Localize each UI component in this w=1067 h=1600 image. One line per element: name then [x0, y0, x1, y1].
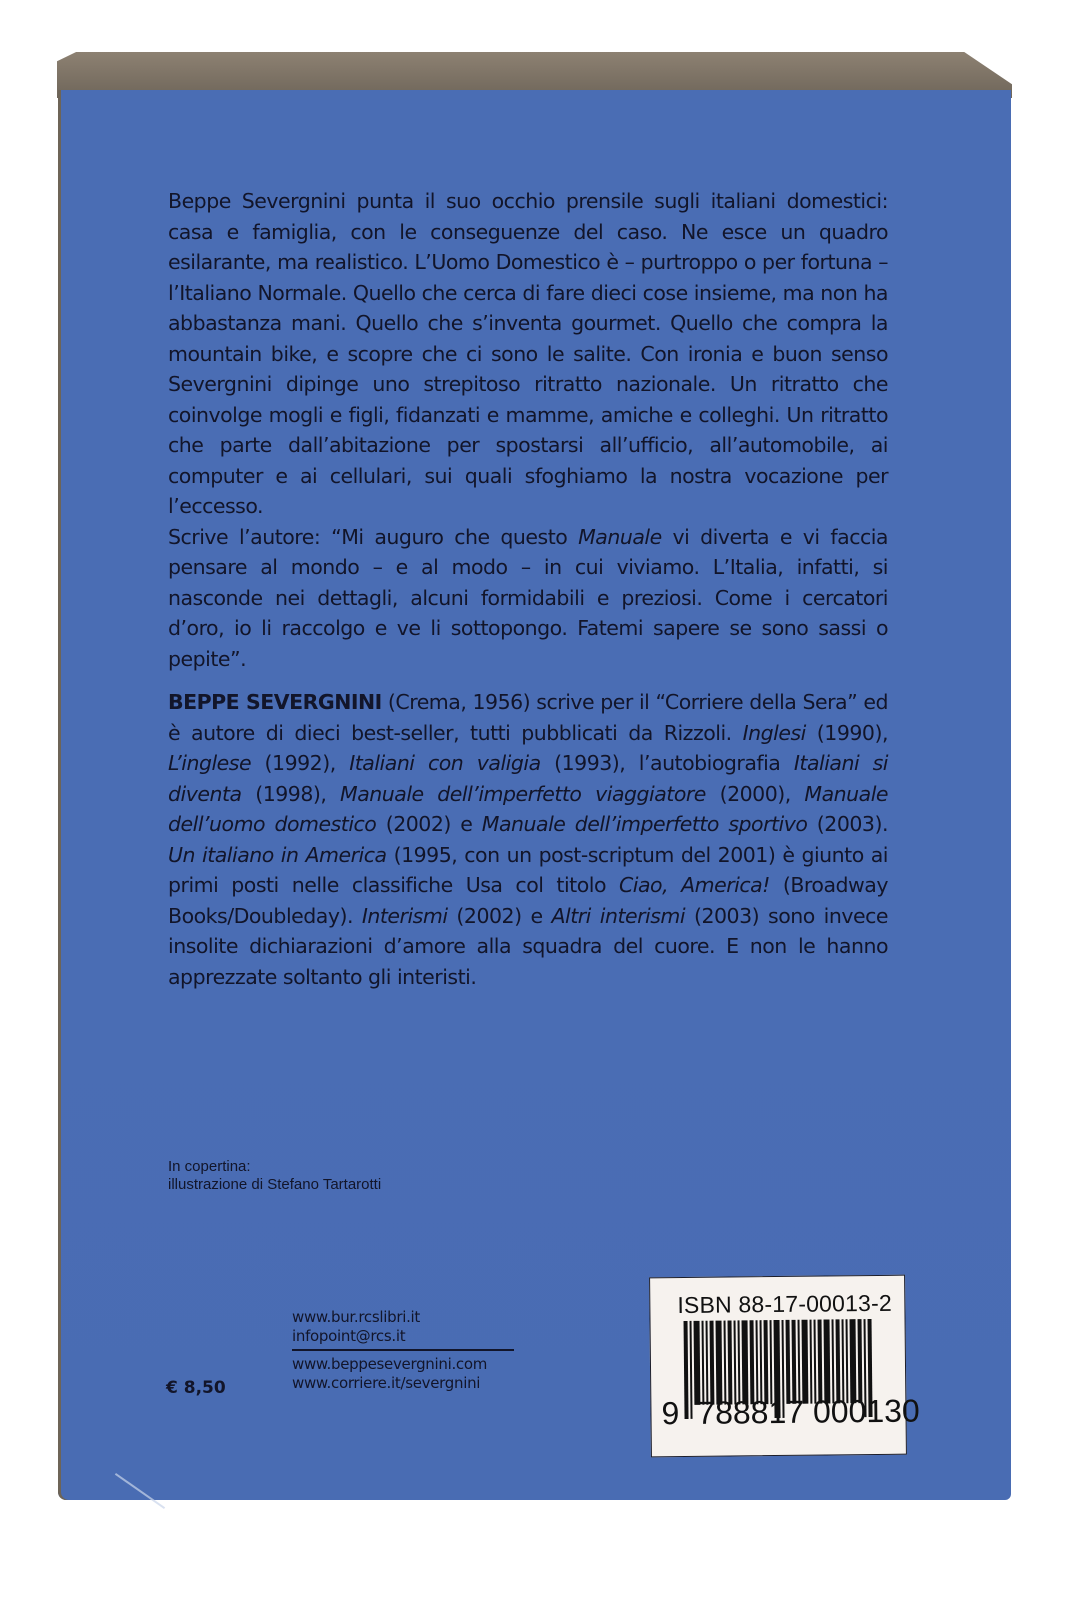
author-name: BEPPE SEVERGNINI: [168, 690, 382, 714]
book-title: Altri interismi: [551, 903, 686, 928]
barcode-bar: [724, 1321, 727, 1405]
barcode-bar: [728, 1320, 733, 1404]
author-bio: [168, 687, 888, 992]
credit-label: In copertina:: [168, 1158, 251, 1175]
barcode-bar: [842, 1319, 845, 1403]
blurb-quote-rest: vi diverta e vi faccia pensare al mondo – e al modo – in cui viviamo. L’Italia, infatti, si nasconde nei dettagli, alcuni formidabili e preziosi. Come i cercatori d’oro, io li raccolgo e ve li sottopongo. Fatemi sapere se sono sassi o pepite”.: [168, 524, 888, 671]
blurb-paragraph: Beppe Severgnini punta il suo occhio prensile sugli italiani domestici: casa e famiglia, con le conseguenze del caso. Ne esce un quadro esilarante, ma realistico. L’Uomo Domestico è – purtroppo o per fortuna – l’Italiano Normale. Quello che cerca di fare dieci cose insieme, ma non ha abbastanza mani. Quello che s’inventa gourmet. Quello che compra la mountain bike, e scopre che ci sono le salite. Con ironia e buon senso Severgnini dipinge uno strepitoso ritratto nazionale. Un ritratto che coinvolge mogli e figli, fidanzati e mamme, amiche e colleghi. Un ritratto che parte dall’abitazione per spostarsi all’ufficio, all’automobile, ai computer e ai cellulari, sui quali sfoghiamo la nostra vocazione per l’eccesso.: [168, 189, 888, 518]
barcode-bar: [716, 1321, 723, 1405]
barcode-bar: [756, 1320, 759, 1404]
bio-text-run: (1995, con un post-scriptum del 2001) è giunto ai primi posti nelle classifiche Usa col titolo: [168, 842, 888, 897]
barcode-bar: [706, 1321, 709, 1405]
barcode-bar: [846, 1319, 849, 1403]
barcode-bar: [798, 1320, 801, 1404]
book-title: Ciao, America!: [618, 873, 770, 897]
book-title: L’inglese: [168, 751, 252, 775]
bio-text-run: (1998),: [241, 781, 341, 806]
isbn-barcode-label: [649, 1275, 920, 1458]
cover-credit: [168, 1158, 381, 1194]
barcode-bar: [738, 1320, 741, 1404]
book-title: Manuale dell’imperfetto viaggiatore: [340, 781, 706, 806]
bio-text-run: (1990),: [805, 720, 888, 745]
blurb-quote-intro: Scrive l’autore: “Mi auguro che questo: [168, 524, 579, 549]
bio-text-run: (1992),: [251, 751, 350, 775]
isbn-number: ISBN 88-17-00013-2: [677, 1289, 893, 1319]
barcode-bar: [818, 1320, 823, 1404]
barcode-bar: [832, 1319, 835, 1403]
ean-lead-digit: 9: [661, 1395, 680, 1432]
ean-digits: [661, 1393, 920, 1433]
barcode-bar: [734, 1320, 737, 1404]
book-title: Interismi: [361, 903, 448, 928]
bio-text-run: (Broadway Books/Doubleday).: [168, 873, 888, 928]
web-links: [292, 1308, 514, 1393]
barcode-bar: [742, 1320, 749, 1404]
ean-group-2: 000130: [812, 1392, 920, 1430]
book-title: Inglesi: [742, 720, 806, 745]
credit-illustrator: illustrazione di Stefano Tartarotti: [168, 1176, 382, 1193]
barcode-bar: [750, 1320, 755, 1404]
publisher-email-link[interactable]: infopoint@rcs.it: [292, 1327, 406, 1345]
ean-group-1: 788817: [697, 1393, 805, 1431]
book-title: Manuale dell’uomo domestico: [168, 781, 889, 836]
bio-text-run: (2002) e: [376, 812, 482, 836]
links-divider: [292, 1349, 514, 1351]
barcode-bar: [824, 1319, 831, 1403]
barcode-bar: [810, 1320, 813, 1404]
bio-text-run: (2003).: [807, 812, 888, 836]
newspaper-page-link[interactable]: www.corriere.it/severgnini: [292, 1374, 481, 1392]
barcode-bar: [710, 1321, 715, 1405]
barcode-bar: [786, 1320, 791, 1404]
publisher-website-link[interactable]: www.bur.rcslibri.it: [292, 1308, 420, 1326]
book-title: Un italiano in America: [168, 842, 387, 867]
barcode-bar: [814, 1320, 817, 1404]
barcode-bar: [802, 1320, 809, 1404]
price: € 8,50: [166, 1378, 226, 1398]
bio-text-run: (2003) sono invece insolite dichiarazioni d’amore alla squadra del cuore. E non le hanno apprezzate soltanto gli interisti.: [168, 903, 888, 989]
barcode-bar: [792, 1320, 797, 1404]
book-title: Manuale dell’imperfetto sportivo: [481, 812, 808, 836]
blurb-quote-title: Manuale: [578, 524, 662, 549]
bio-text-run: (2000),: [705, 781, 805, 806]
bio-text: [168, 690, 888, 989]
book-title: Italiani si diventa: [168, 751, 889, 806]
bio-text-run: (Crema, 1956) scrive per il “Corriere della Sera” ed è autore di dieci best-seller, tutti pubblicati da Rizzoli.: [168, 690, 888, 745]
author-website-link[interactable]: www.beppesevergnini.com: [292, 1355, 488, 1373]
barcode-bar: [694, 1321, 701, 1405]
barcode-bar: [702, 1321, 705, 1405]
barcode-bar: [760, 1320, 763, 1404]
barcode-bar: [764, 1320, 769, 1404]
book-title: Italiani con valigia: [349, 751, 541, 775]
barcode-bar: [858, 1319, 863, 1403]
barcode-bar: [850, 1319, 857, 1403]
barcode-bar: [836, 1319, 841, 1403]
barcode-bar: [770, 1320, 773, 1404]
bio-text-run: (2002) e: [447, 903, 552, 928]
bio-text-run: (1993), l’autobiografia: [540, 751, 794, 775]
blurb: [168, 186, 888, 674]
